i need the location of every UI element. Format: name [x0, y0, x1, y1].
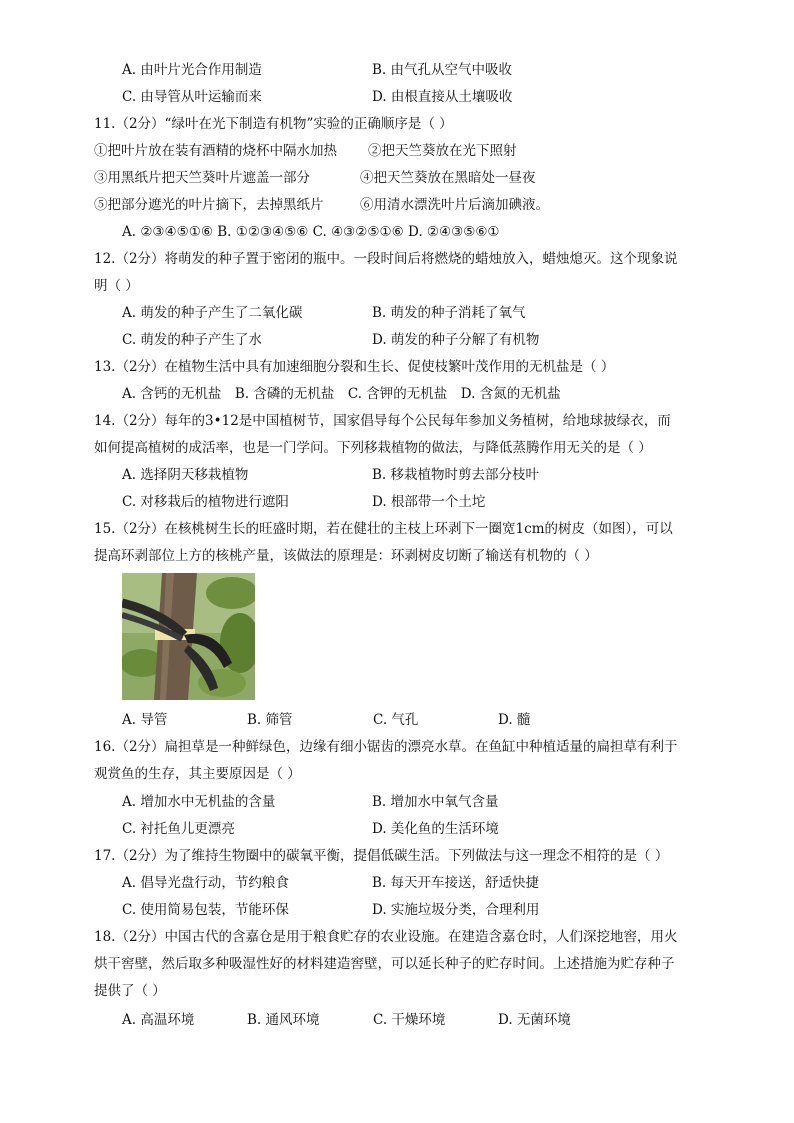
q12-stem-line2: 明（ ）	[94, 278, 139, 294]
q10-option-c: C. 由导管从叶运输而来	[122, 89, 262, 105]
q15-stem-line1: 15.（2分）在核桃树生长的旺盛时期，若在健壮的主枝上环剥下一圈宽1cm的树皮（如图），可以	[94, 521, 673, 537]
q15-stem-line2: 提高环剥部位上方的核桃产量，该做法的原理是：环剥树皮切断了输送有机物的（ ）	[94, 548, 598, 564]
q11-options: A. ②③④⑤①⑥ B. ①②③④⑤⑥ C. ④③②⑤①⑥ D. ②④③⑤⑥①	[122, 224, 500, 240]
q13-stem: 13.（2分）在植物生活中具有加速细胞分裂和生长、促使枝繁叶茂作用的无机盐是（ ）	[94, 359, 615, 375]
q18-stem-line3: 提供了（ ）	[94, 983, 166, 999]
q12-option-c: C. 萌发的种子产生了水	[122, 332, 262, 348]
q11-step-4: ④把天竺葵放在黑暗处一昼夜	[360, 170, 536, 186]
q18-option-b: B. 通风环境	[247, 1012, 320, 1028]
q14-option-b: B. 移栽植物时剪去部分枝叶	[372, 467, 540, 483]
q18-option-a: A. 高温环境	[122, 1012, 195, 1028]
q18-option-c: C. 干燥环境	[373, 1012, 446, 1028]
q18-option-d: D. 无菌环境	[498, 1012, 571, 1028]
q12-stem-line1: 12.（2分）将萌发的种子置于密闭的瓶中。一段时间后将燃烧的蜡烛放入，蜡烛熄灭。这个现象说	[94, 251, 678, 267]
q12-option-b: B. 萌发的种子消耗了氧气	[372, 305, 526, 321]
girdling-photo	[122, 573, 255, 700]
q15-option-c: C. 气孔	[373, 712, 419, 728]
q14-option-c: C. 对移栽后的植物进行遮阳	[122, 494, 289, 510]
q14-stem-line1: 14.（2分）每年的3•12是中国植树节，国家倡导每个公民每年参加义务植树，给地球披绿衣，而	[94, 413, 671, 429]
q16-stem-line2: 观赏鱼的生存，其主要原因是（ ）	[94, 766, 301, 782]
q11-step-6: ⑥用清水漂洗叶片后滴加碘液。	[360, 197, 549, 213]
q15-option-d: D. 髓	[498, 712, 531, 728]
q11-step-1: ①把叶片放在装有酒精的烧杯中隔水加热	[94, 143, 337, 159]
q17-option-a: A. 倡导光盘行动，节约粮食	[122, 875, 289, 891]
q17-option-b: B. 每天开车接送，舒适快捷	[372, 875, 540, 891]
q16-option-b: B. 增加水中氧气含量	[372, 794, 499, 810]
q10-option-d: D. 由根直接从土壤吸收	[372, 89, 513, 105]
q11-stem: 11.（2分）“绿叶在光下制造有机物”实验的正确顺序是（ ）	[94, 116, 453, 132]
q10-option-a: A. 由叶片光合作用制造	[122, 62, 262, 78]
q18-stem-line2: 烘干窖壁，然后取多种吸湿性好的材料建造窖壁，可以延长种子的贮存时间。上述措施为贮存种子	[94, 956, 675, 972]
q14-option-a: A. 选择阴天移栽植物	[122, 467, 249, 483]
q16-option-a: A. 增加水中无机盐的含量	[122, 794, 276, 810]
q11-step-2: ②把天竺葵放在光下照射	[368, 143, 517, 159]
q17-option-d: D. 实施垃圾分类，合理利用	[372, 902, 540, 918]
q16-option-c: C. 衬托鱼儿更漂亮	[122, 821, 235, 837]
q11-step-5: ⑤把部分遮光的叶片摘下，去掉黑纸片	[94, 197, 324, 213]
q15-option-a: A. 导管	[122, 712, 168, 728]
q17-option-c: C. 使用简易包装，节能环保	[122, 902, 289, 918]
q16-stem-line1: 16.（2分）扁担草是一种鲜绿色，边缘有细小锯齿的漂亮水草。在鱼缸中种植适量的扁担草有利于	[94, 739, 678, 755]
q15-option-b: B. 筛管	[247, 712, 293, 728]
q18-stem-line1: 18.（2分）中国古代的含嘉仓是用于粮食贮存的农业设施。在建造含嘉仓时，人们深挖地窖，用火	[94, 929, 678, 945]
q16-option-d: D. 美化鱼的生活环境	[372, 821, 499, 837]
q14-option-d: D. 根部带一个土坨	[372, 494, 486, 510]
q14-stem-line2: 如何提高植树的成活率，也是一门学问。下列移栽植物的做法，与降低蒸腾作用无关的是（ ）	[94, 440, 652, 456]
q11-step-3: ③用黑纸片把天竺葵叶片遮盖一部分	[94, 170, 310, 186]
q12-option-a: A. 萌发的种子产生了二氧化碳	[122, 305, 303, 321]
q12-option-d: D. 萌发的种子分解了有机物	[372, 332, 540, 348]
q10-option-b: B. 由气孔从空气中吸收	[372, 62, 513, 78]
q17-stem: 17.（2分）为了维持生物圈中的碳氧平衡，提倡低碳生活。下列做法与这一理念不相符的是（ ）	[94, 848, 669, 864]
q13-options: A. 含钙的无机盐 B. 含磷的无机盐 C. 含钾的无机盐 D. 含氮的无机盐	[122, 386, 561, 402]
